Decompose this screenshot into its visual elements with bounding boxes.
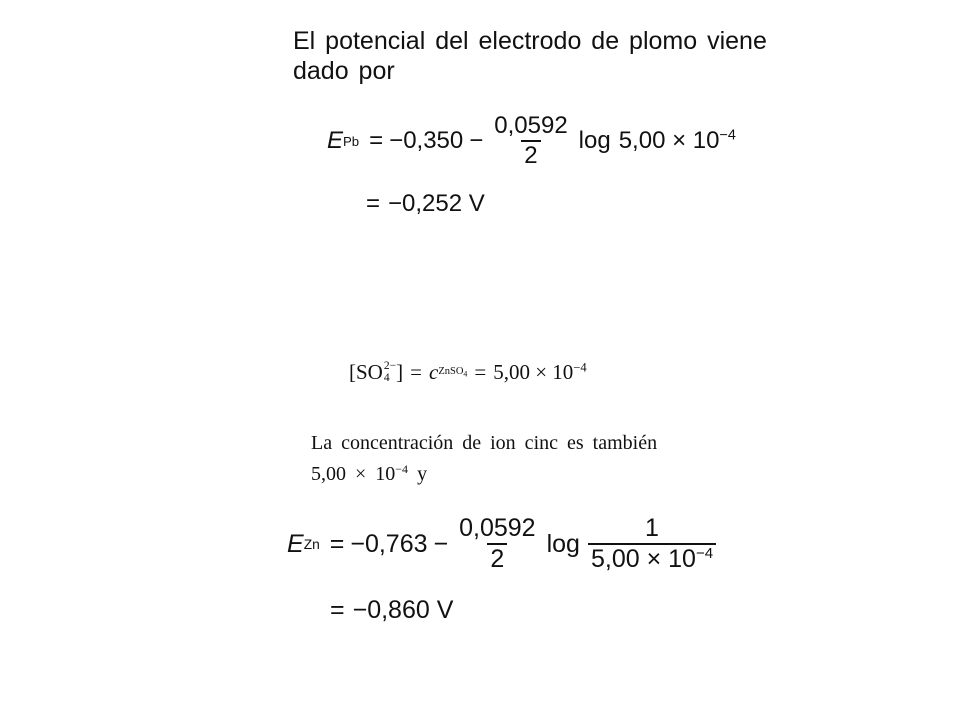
intro-line-1: El potencial del electrodo de plomo viene [293,27,767,55]
potential-symbol: E [327,127,344,154]
log-operator: log [578,127,611,154]
standard-potential: −0,763 [350,529,428,558]
sulfate-concentration-equation [349,360,587,385]
minus-sign: − [469,127,484,154]
result-equals-sign: = [366,190,381,217]
sulfate-value: $5,00 \times 10^{-4}$ [493,360,587,384]
nernst-fraction [456,514,538,574]
equals-sign-2: = [474,360,487,384]
concentration-subscript: ZnSO$_4$ [438,366,468,379]
log-argument: $5,00 \times 10^{-4}$ [618,127,736,154]
lead-potential-result [366,190,485,218]
fraction-numerator: 0,0592 [494,112,568,139]
sulfate-close: ] [396,360,404,384]
zinc-text-line-1: La concentración de ion cinc es también [311,432,658,454]
zinc-text-line-2: $5,00 \times 10^{-4}$ y [311,462,428,486]
equals-sign: = [329,529,345,558]
sulfate-open: [SO [349,360,383,384]
equals-sign: = [369,127,384,154]
lead-potential-equation [327,112,736,170]
log-operator: log [546,529,580,558]
log-argument-fraction [588,514,716,574]
nernst-fraction [491,112,570,170]
sulfate-charge-stack [384,361,396,384]
potential-subscript: Pb [343,133,360,149]
result-value: −0,860 V [352,596,454,624]
zinc-concentration-text [311,430,771,487]
zinc-potential-result [330,596,453,625]
result-value: −0,252 V [388,190,485,217]
zinc-potential-equation [287,514,724,574]
sulfate-subscript: 4 [383,371,390,384]
equals-sign-1: = [410,360,422,384]
log-argument-denominator: $5,00 \times 10^{-4}$ [588,543,716,574]
fraction-denominator: 2 [487,543,507,574]
concentration-symbol: c [428,360,439,384]
result-equals-sign: = [330,596,345,624]
log-argument-numerator: 1 [645,514,659,542]
minus-sign: − [433,529,449,558]
fraction-numerator: 0,0592 [459,514,536,542]
potential-subscript: Zn [303,536,320,552]
sulfate-charge: 2− [383,359,397,372]
intro-paragraph [293,26,793,86]
standard-potential: −0,350 [389,127,464,154]
fraction-denominator: 2 [521,140,540,170]
potential-symbol: E [287,529,304,558]
intro-line-2: dado por [293,57,395,85]
